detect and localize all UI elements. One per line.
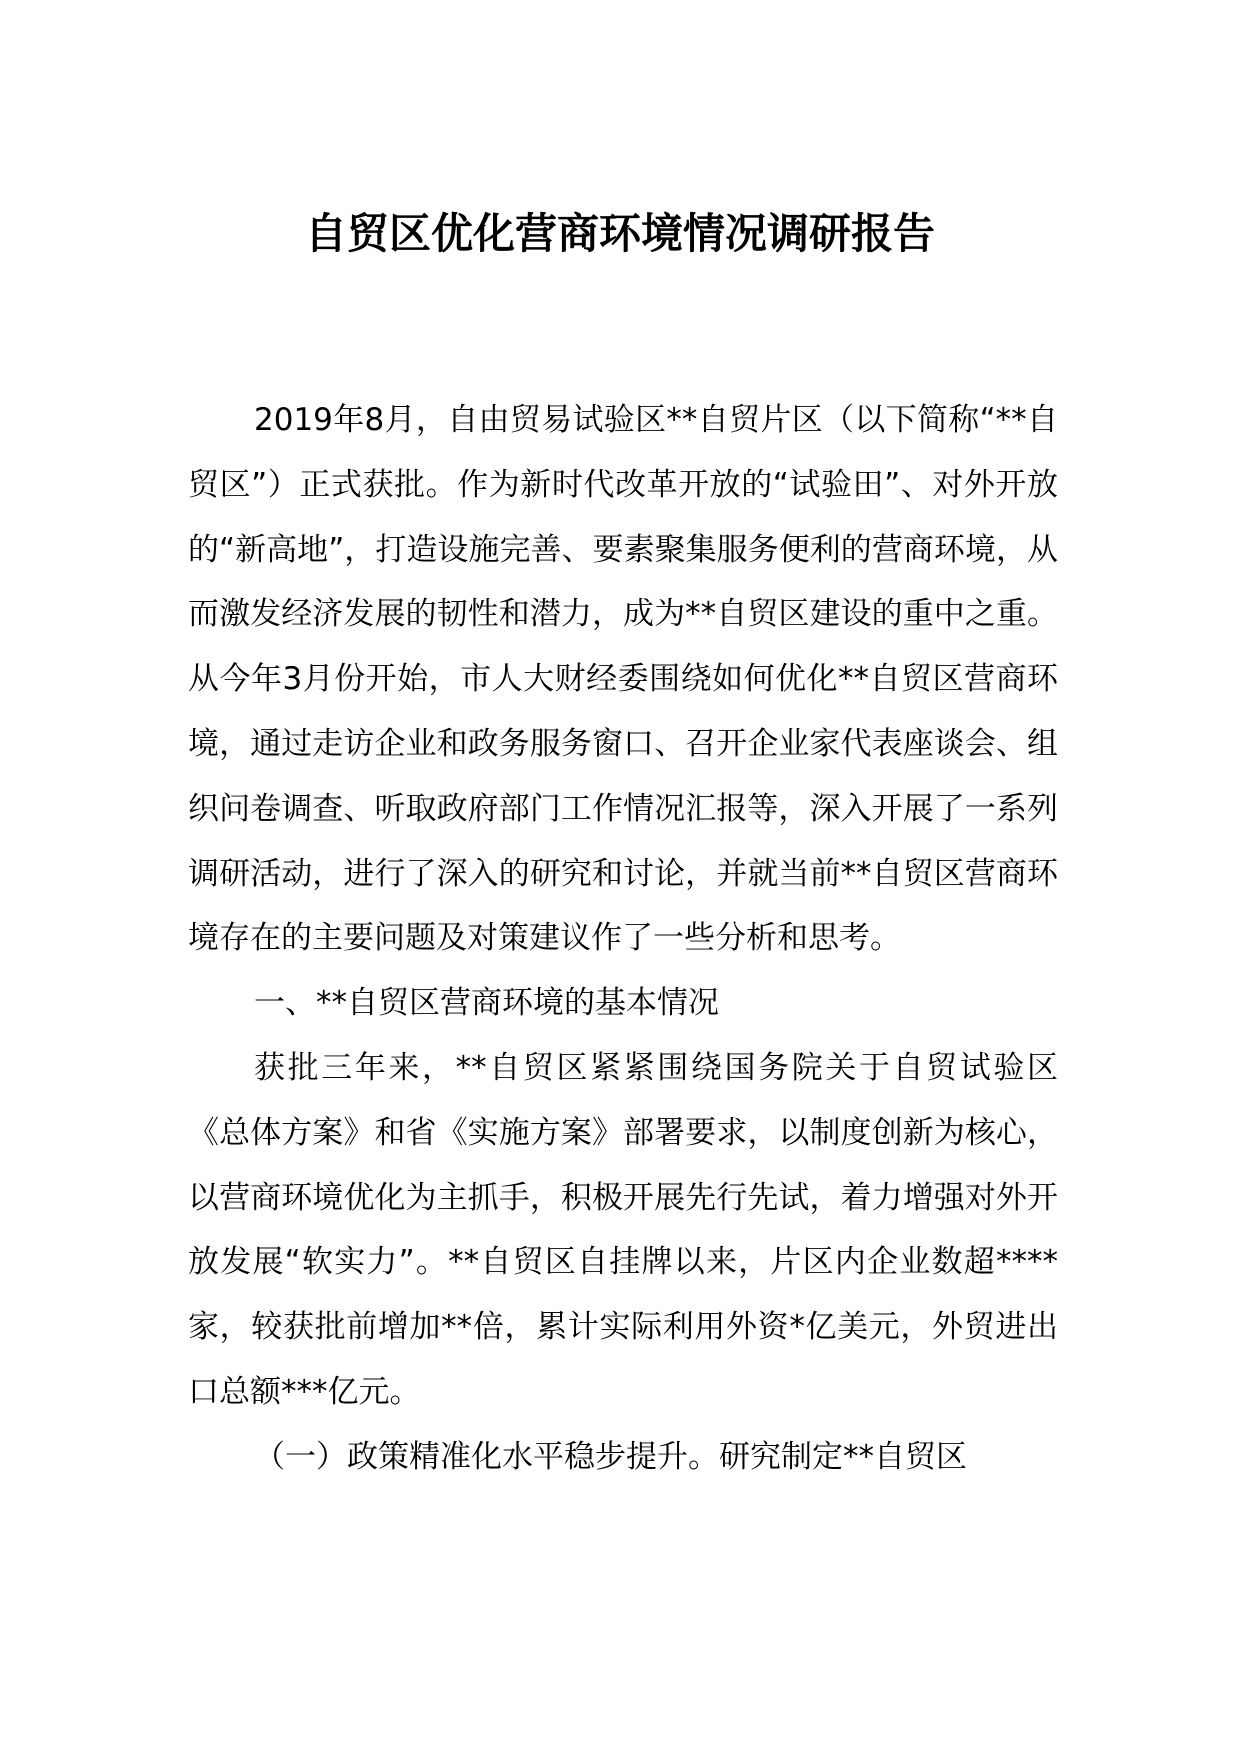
paragraph-intro: 2019年8月，自由贸易试验区**自贸片区（以下简称“**自贸区”）正式获批。作为新时代改革开放的“试验田”、对外开放的“新高地”，打造设施完善、要素聚集服务便利的营商环境，从而激发经济发展的韧性和潜力，成为**自贸区建设的重中之重。从今年3月份开始，市人大财经委围绕如何优化**自贸区营商环境，通过走访企业和政务服务窗口、召开企业家代表座谈会、组织问卷调查、听取政府部门工作情况汇报等，深入开展了一系列调研活动，进行了深入的研究和讨论，并就当前**自贸区营商环境存在的主要问题及对策建议作了一些分析和思考。 [188, 402, 1058, 957]
paragraph-basic-situation: 获批三年来，**自贸区紧紧围绕国务院关于自贸试验区《总体方案》和省《实施方案》部署要求，以制度创新为核心，以营商环境优化为主抓手，积极开展先行先试，着力增强对外开放发展“软实力”。**自贸区自挂牌以来，片区内企业数超****家，较获批前增加**倍，累计实际利用外资*亿美元，外贸进出口总额***亿元。 [188, 1049, 1058, 1410]
document-title: 自贸区优化营商环境情况调研报告 [304, 209, 935, 258]
subsection-heading-1: （一）政策精准化水平稳步提升。研究制定**自贸区 [254, 1438, 967, 1475]
document-body [188, 388, 1058, 1490]
section-heading-1: 一、**自贸区营商环境的基本情况 [254, 985, 719, 1022]
